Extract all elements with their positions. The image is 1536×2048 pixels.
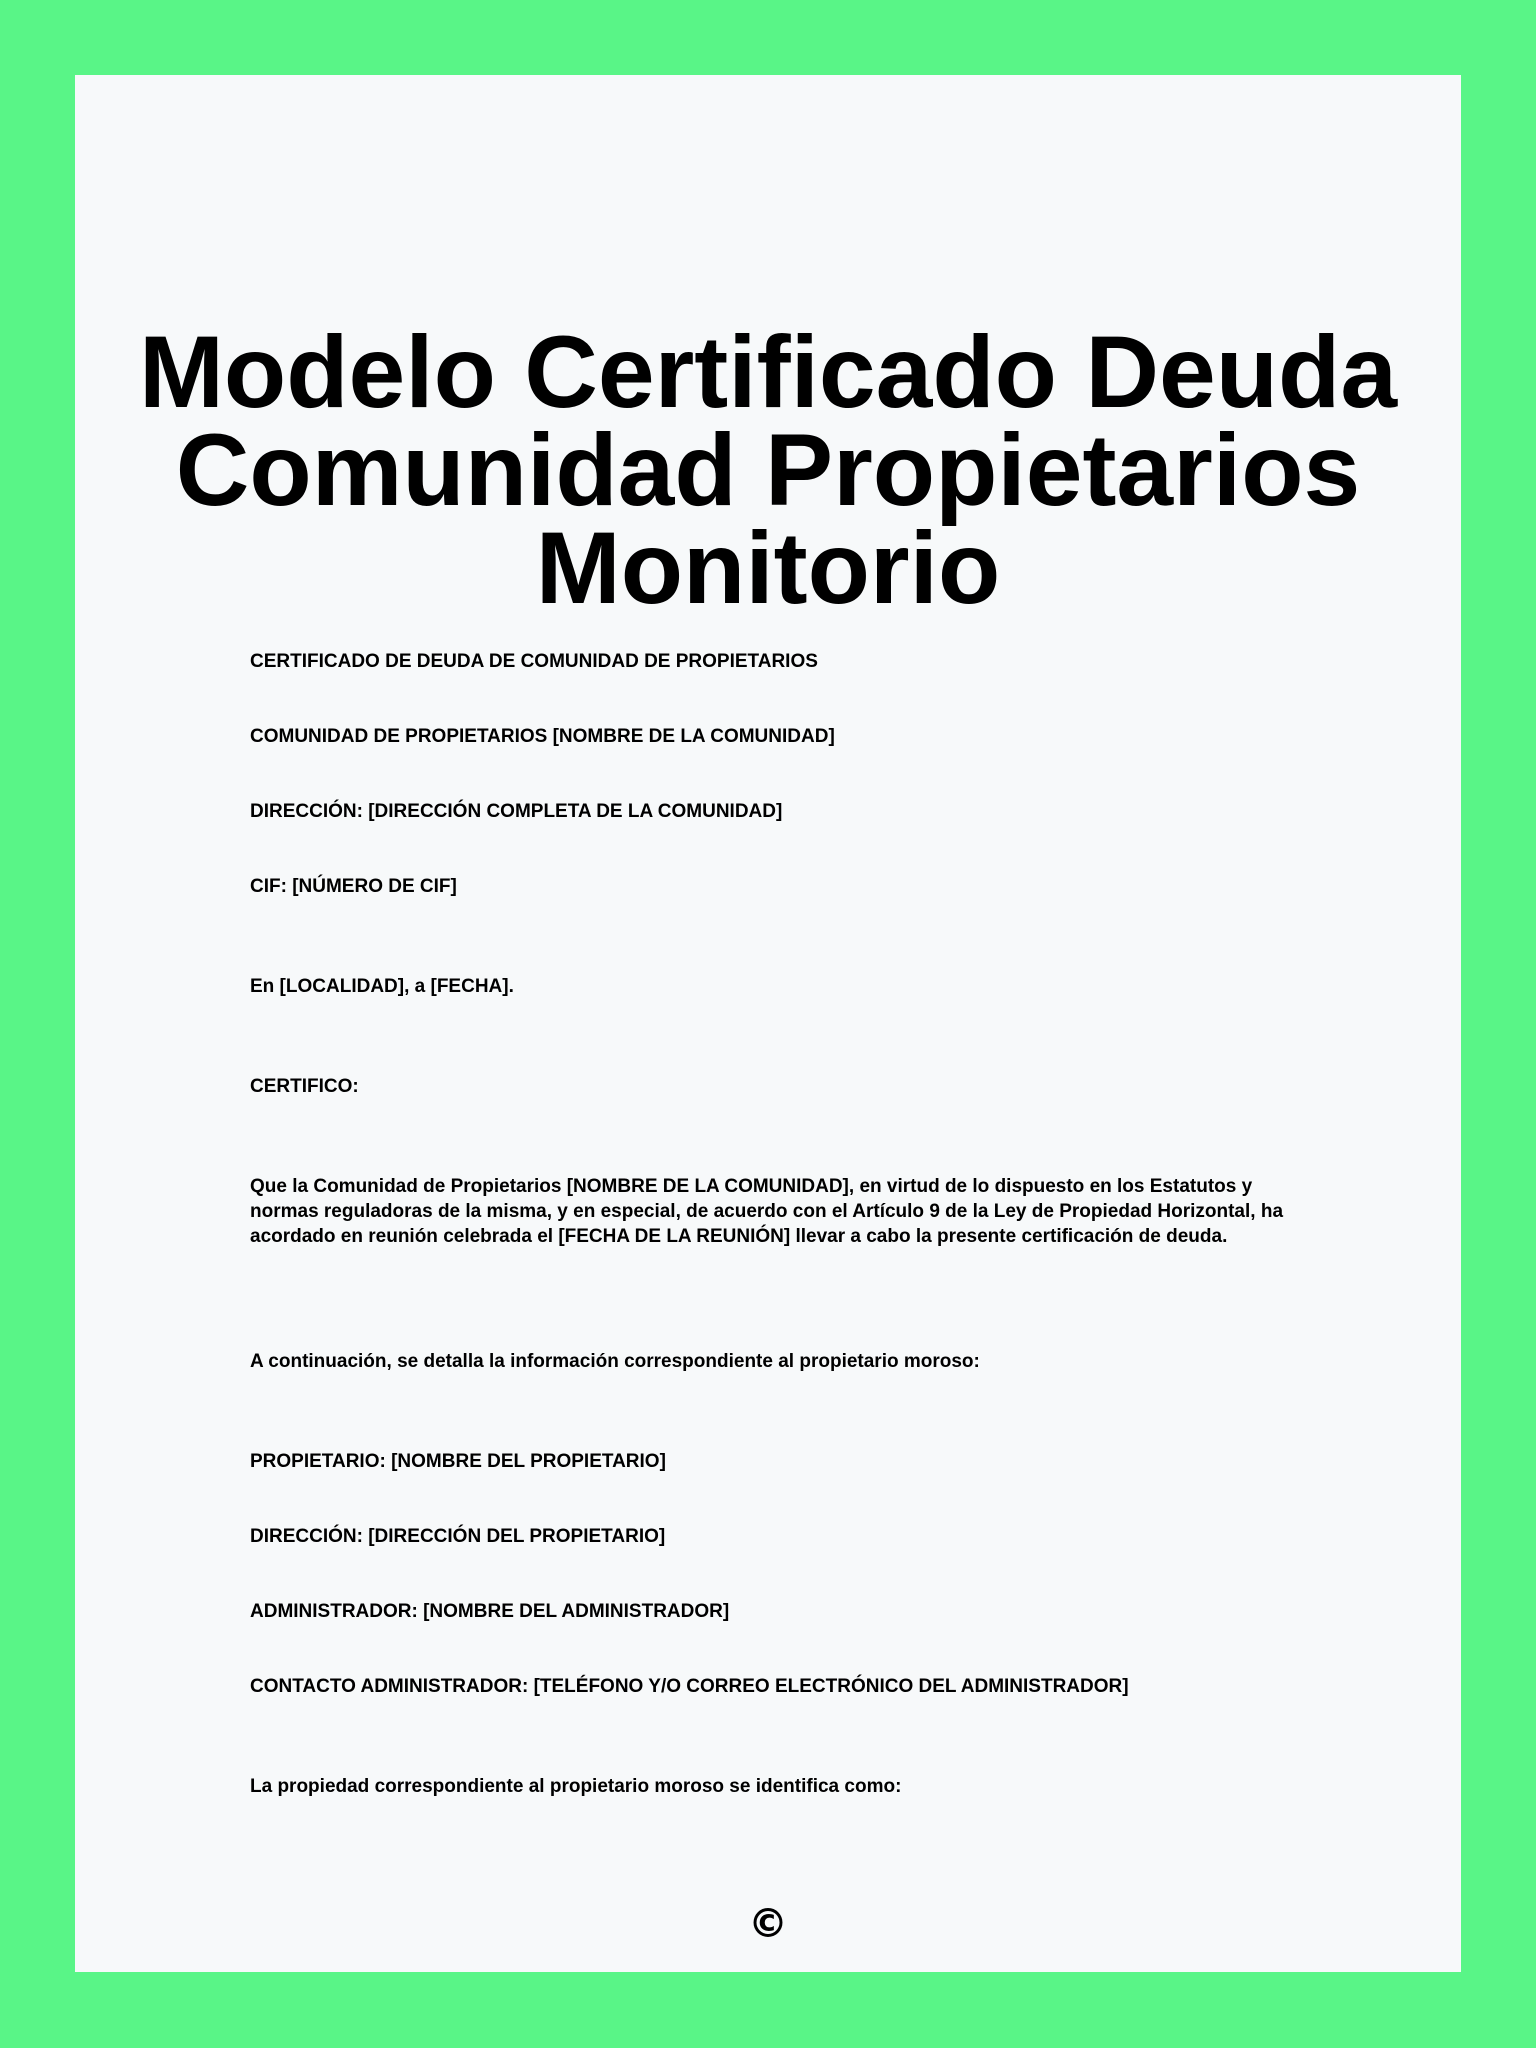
document-sheet: [75, 75, 1461, 1972]
owner-address-line: DIRECCIÓN: [DIRECCIÓN DEL PROPIETARIO]: [250, 1526, 666, 1547]
owner-name-line: PROPIETARIO: [NOMBRE DEL PROPIETARIO]: [250, 1451, 666, 1472]
community-address-line: DIRECCIÓN: [DIRECCIÓN COMPLETA DE LA COMUNIDAD]: [250, 801, 783, 822]
place-date-line: En [LOCALIDAD], a [FECHA].: [250, 976, 514, 997]
certifico-heading: CERTIFICO:: [250, 1076, 359, 1097]
certification-paragraph: Que la Comunidad de Propietarios [NOMBRE DE LA COMUNIDAD], en virtud de lo dispuesto en los Estatutos y normas reguladoras de la misma, y en especial, de acuerdo con el Artículo 9 de la Ley de Propiedad Horizontal, ha acordado en reunión celebrada el [FECHA DE LA REUNIÓN] llevar a cabo la presente certificación de deuda.: [250, 1176, 1284, 1247]
administrator-contact-line: CONTACTO ADMINISTRADOR: [TELÉFONO Y/O CORREO ELECTRÓNICO DEL ADMINISTRADOR]: [250, 1676, 1129, 1697]
debtor-intro-line: A continuación, se detalla la información correspondiente al propietario moroso:: [250, 1351, 980, 1372]
copyright-icon: ©: [748, 1901, 788, 1947]
certificate-heading: CERTIFICADO DE DEUDA DE COMUNIDAD DE PROPIETARIOS: [250, 651, 818, 672]
cif-line: CIF: [NÚMERO DE CIF]: [250, 876, 457, 897]
property-identification-line: La propiedad correspondiente al propietario moroso se identifica como:: [250, 1776, 902, 1797]
community-name-line: COMUNIDAD DE PROPIETARIOS [NOMBRE DE LA COMUNIDAD]: [250, 726, 835, 747]
administrator-line: ADMINISTRADOR: [NOMBRE DEL ADMINISTRADOR]: [250, 1601, 730, 1622]
document-title: Modelo Certificado Deuda Comunidad Propietarios Monitorio: [138, 315, 1398, 625]
